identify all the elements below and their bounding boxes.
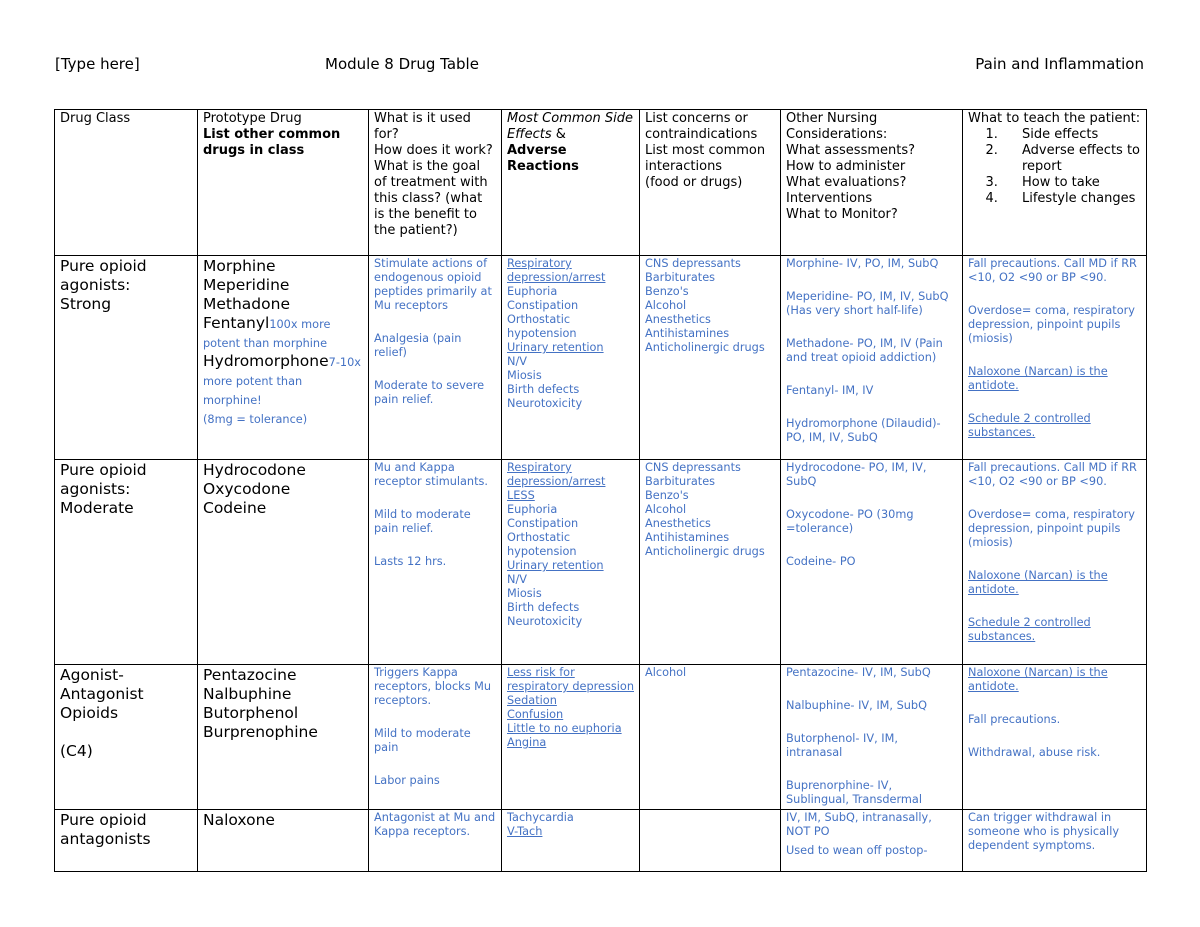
side-effect-item: V-Tach [507,825,543,838]
row-1-prototype [198,256,369,460]
route-note: Used to wean off postop- [786,844,928,857]
drug-class-text: antagonists [60,830,151,848]
side-effect-item: Birth defects [507,383,580,396]
row-1-concerns [640,256,781,460]
cell-text: Analgesia (pain relief) [374,332,462,359]
interaction-item: Barbiturates [645,271,716,284]
side-effect-item: Birth defects [507,601,580,614]
drug-name: Burprenophine [203,723,318,741]
teaching-note: Schedule 2 controlled substances. [968,412,1091,439]
drug-class-text: Moderate [60,499,134,517]
interaction-item: Alcohol [645,503,687,516]
route-note: Nalbuphine- IV, IM, SubQ [786,699,927,712]
side-effect-item: Urinary retention [507,341,604,354]
header-used-for [369,110,502,256]
table-row [55,810,1147,872]
drug-class-text: Agonist- [60,666,124,684]
header-teach-list [968,127,1141,207]
header-nursing [781,110,963,256]
header-side-effects-label: Most Common Side Effects [507,111,633,142]
header-nursing-q1: Other Nursing Considerations: [786,111,888,142]
teaching-note: Fall precautions. Call MD if RR <10, O2 <90 or BP <90. [968,257,1137,284]
side-effect-item: Urinary retention [507,559,604,572]
route-note: Morphine- IV, PO, IM, SubQ [786,257,939,270]
drug-name: Pentazocine [203,666,297,684]
row-2-teach [963,460,1147,665]
drug-name: Oxycodone [203,480,291,498]
page-header-title: Module 8 Drug Table [325,55,479,73]
row-1-nursing [781,256,963,460]
side-effect-item: Miosis [507,587,542,600]
header-nursing-q2: What assessments? [786,143,916,158]
potency-note: 100x more potent than morphine [203,318,331,350]
drug-class-text: Antagonist [60,685,144,703]
route-note: Oxycodone- PO (30mg =tolerance) [786,508,914,535]
teaching-note: Fall precautions. Call MD if RR <10, O2 <90 or BP <90. [968,461,1137,488]
teaching-note: Schedule 2 controlled substances. [968,616,1091,643]
interaction-item: Anesthetics [645,517,711,530]
row-1-used-for [369,256,502,460]
drug-class-text: agonists: [60,276,131,294]
drug-name: Morphine [203,257,276,275]
cell-text: Lasts 12 hrs. [374,555,447,568]
header-teach-item: 3. How to take [1002,175,1141,191]
drug-name: Methadone [203,295,290,313]
row-4-teach [963,810,1147,872]
teaching-note: Naloxone (Narcan) is the antidote. [968,365,1108,392]
header-ampersand: & [551,127,566,142]
teaching-note: Naloxone (Narcan) is the antidote. [968,569,1108,596]
row-1-side-effects [502,256,640,460]
side-effect-item: Constipation [507,517,579,530]
row-3-prototype [198,665,369,810]
header-nursing-q3: How to administer [786,159,906,174]
side-effect-item: Miosis [507,369,542,382]
header-drug-class [55,110,198,256]
drug-class-text: Strong [60,295,112,313]
row-3-teach [963,665,1147,810]
side-effect-item: Euphoria [507,503,558,516]
route-note: Pentazocine- IV, IM, SubQ [786,666,931,679]
row-2-concerns [640,460,781,665]
teaching-note: Can trigger withdrawal in someone who is physically dependent symptoms. [968,811,1120,852]
interaction-item: Antihistamines [645,531,730,544]
potency-note: 7-10x more potent than morphine! [203,356,361,407]
row-1-teach [963,256,1147,460]
header-used-for-q2: How does it work? [374,143,493,158]
teaching-note: Fall precautions. [968,713,1061,726]
interaction-item: Alcohol [645,666,687,679]
side-effect-item: N/V [507,573,527,586]
row-2-prototype [198,460,369,665]
drug-name: Nalbuphine [203,685,292,703]
route-note: Hydrocodone- PO, IM, IV, SubQ [786,461,927,488]
teaching-note: Withdrawal, abuse risk. [968,746,1101,759]
interaction-item: Anesthetics [645,313,711,326]
cell-text: Mild to moderate pain [374,727,471,754]
header-teach-item: 4. Lifestyle changes [1002,191,1141,207]
drug-name: Butorphenol [203,704,299,722]
side-effect-item: Neurotoxicity [507,397,583,410]
interaction-item: Anticholinergic drugs [645,545,765,558]
route-note: IV, IM, SubQ, intranasally, NOT PO [786,811,932,838]
side-effect-item: Respiratory depression/arrest [507,257,606,284]
row-4-drug-class [55,810,198,872]
side-effect-item: Tachycardia [507,811,574,824]
interaction-item: Antihistamines [645,327,730,340]
route-note: Meperidine- PO, IM, IV, SubQ (Has very short half-life) [786,290,949,317]
header-nursing-q6: What to Monitor? [786,207,898,222]
header-adverse-label: Adverse Reactions [507,143,579,174]
interaction-item: Anticholinergic drugs [645,341,765,354]
table-row [55,460,1147,665]
table-row [55,256,1147,460]
tolerance-note: (8mg = tolerance) [203,413,308,426]
side-effect-item: Less risk for respiratory depression [507,666,634,693]
header-teach [963,110,1147,256]
route-note: Fentanyl- IM, IV [786,384,874,397]
teaching-note: Naloxone (Narcan) is the antidote. [968,666,1108,693]
drug-class-text: Pure opioid [60,811,147,829]
teaching-note: Overdose= coma, respiratory depression, pinpoint pupils (miosis) [968,508,1135,549]
schedule-label: (C4) [60,742,93,760]
drug-class-text: Pure opioid [60,257,147,275]
side-effect-item: N/V [507,355,527,368]
header-nursing-q4: What evaluations? [786,175,907,190]
route-note: Codeine- PO [786,555,856,568]
header-concerns-q2: List most common interactions [645,143,766,174]
drug-name: Hydrocodone [203,461,306,479]
cell-text: Antagonist at Mu and Kappa receptors. [374,811,496,838]
cell-text: Triggers Kappa receptors, blocks Mu receptors. [374,666,492,707]
interaction-item: Benzo's [645,489,689,502]
row-3-concerns [640,665,781,810]
side-effect-item: Little to no euphoria [507,722,622,735]
side-effect-item: Respiratory depression/arrest LESS [507,461,606,502]
interaction-item: Barbiturates [645,475,716,488]
row-4-side-effects [502,810,640,872]
row-2-used-for [369,460,502,665]
header-drug-class-label: Drug Class [60,111,131,126]
interaction-item: Alcohol [645,299,687,312]
header-prototype [198,110,369,256]
route-note: Butorphenol- IV, IM, intranasal [786,732,898,759]
drug-class-text: Pure opioid [60,461,147,479]
route-note: Methadone- PO, IM, IV (Pain and treat opioid addiction) [786,337,943,364]
cell-text: Mu and Kappa receptor stimulants. [374,461,489,488]
table-row [55,665,1147,810]
page-header-right: Pain and Inflammation [975,55,1144,73]
header-concerns-q1: List concerns or contraindications [645,111,758,142]
row-3-used-for [369,665,502,810]
header-prototype-sub: List other common drugs in class [203,127,341,158]
side-effect-item: Constipation [507,299,579,312]
cell-text: Moderate to severe pain relief. [374,379,485,406]
header-side-effects [502,110,640,256]
header-concerns [640,110,781,256]
side-effect-item: Euphoria [507,285,558,298]
drug-name: Fentanyl [203,314,270,332]
page-header-left: [Type here] [55,55,140,73]
interaction-item: CNS depressants [645,257,741,270]
drug-name: Meperidine [203,276,290,294]
interaction-item: CNS depressants [645,461,741,474]
header-used-for-q3: What is the goal of treatment with this class? (what is the benefit to the patient?) [374,159,488,238]
header-used-for-q1: What is it used for? [374,111,471,142]
row-4-used-for [369,810,502,872]
side-effect-item: Orthostatic hypotension [507,531,577,558]
drug-name: Hydromorphone [203,352,329,370]
side-effect-item: Neurotoxicity [507,615,583,628]
route-note: Buprenorphine- IV, Sublingual, Transdermal [786,779,922,806]
drug-table [54,109,1147,872]
drug-name: Naloxone [203,811,275,829]
row-3-side-effects [502,665,640,810]
row-3-nursing [781,665,963,810]
row-2-side-effects [502,460,640,665]
header-teach-item: 2. Adverse effects to report [1002,143,1141,175]
header-nursing-q5: Interventions [786,191,873,206]
drug-name: Codeine [203,499,267,517]
row-4-prototype [198,810,369,872]
cell-text: Mild to moderate pain relief. [374,508,471,535]
drug-class-text: Opioids [60,704,119,722]
row-3-drug-class [55,665,198,810]
header-concerns-q3: (food or drugs) [645,175,743,190]
header-teach-item: 1. Side effects [1002,127,1141,143]
row-2-nursing [781,460,963,665]
table-header-row [55,110,1147,256]
teaching-note: Overdose= coma, respiratory depression, pinpoint pupils (miosis) [968,304,1135,345]
route-note: Hydromorphone (Dilaudid)- PO, IM, IV, SubQ [786,417,941,444]
interaction-item: Benzo's [645,285,689,298]
header-prototype-label: Prototype Drug [203,111,302,126]
row-2-drug-class [55,460,198,665]
cell-text: Labor pains [374,774,440,787]
side-effect-item: Sedation [507,694,557,707]
row-4-concerns [640,810,781,872]
cell-text: Stimulate actions of endogenous opioid peptides primarily at Mu receptors [374,257,492,312]
row-1-drug-class [55,256,198,460]
side-effect-item: Angina [507,736,547,749]
header-teach-title: What to teach the patient: [968,111,1141,126]
row-4-nursing [781,810,963,872]
side-effect-item: Orthostatic hypotension [507,313,577,340]
drug-class-text: agonists: [60,480,131,498]
side-effect-item: Confusion [507,708,564,721]
